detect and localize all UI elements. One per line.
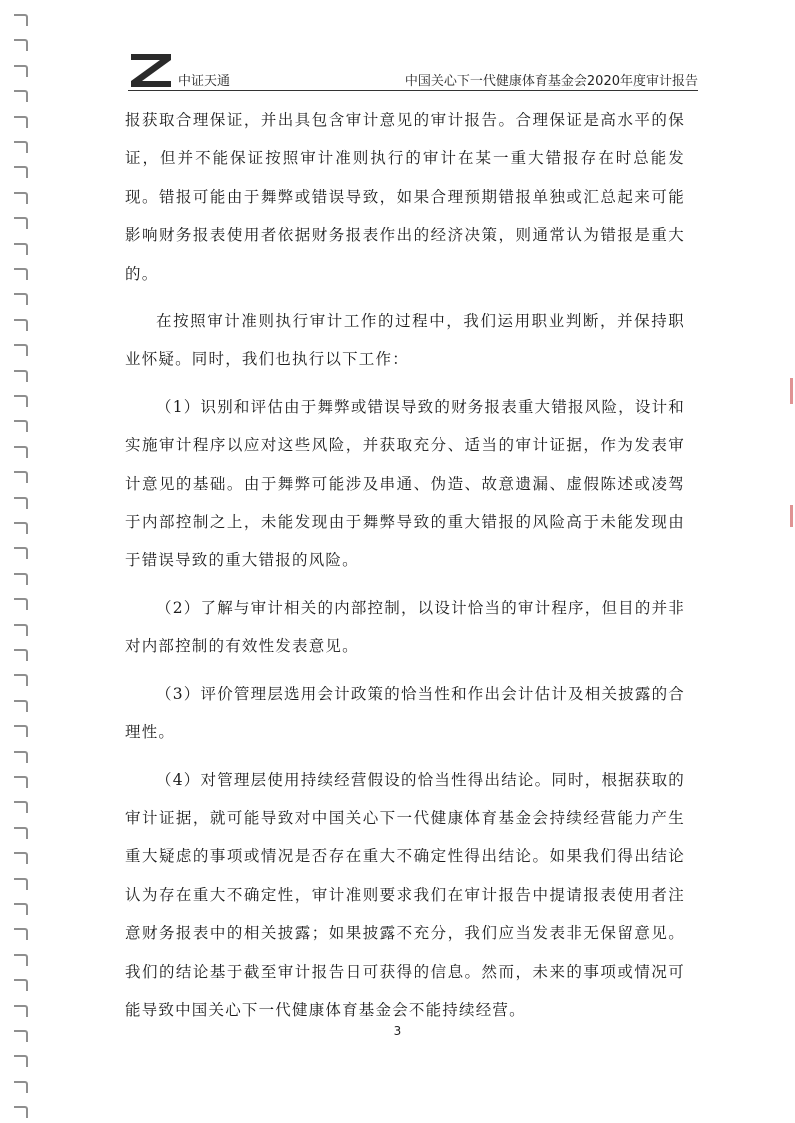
edge-stain [790, 505, 793, 527]
binding-hole-mark [14, 243, 28, 255]
binding-hole-mark [14, 1081, 28, 1093]
binding-hole-mark [14, 497, 28, 509]
brand-name: 中证天通 [178, 74, 231, 89]
binding-hole-mark [14, 928, 28, 940]
binding-hole-mark [14, 1005, 28, 1017]
binding-hole-mark [14, 370, 28, 382]
binding-hole-mark [14, 1106, 28, 1118]
paragraph-item-3: （3）评价管理层选用会计政策的恰当性和作出会计估计及相关披露的合理性。 [125, 684, 685, 742]
binding-hole-mark [14, 446, 28, 458]
binding-hole-mark [14, 116, 28, 128]
binding-hole-mark [14, 39, 28, 51]
binding-hole-mark [14, 166, 28, 178]
binding-hole-mark [14, 268, 28, 280]
paragraph-item-1: （1）识别和评估由于舞弊或错误导致的财务报表重大错报风险，设计和实施审计程序以应对这些风险，并获取充分、适当的审计证据，作为发表审计意见的基础。由于舞弊可能涉及串通、伪造、故意遗漏、虚假陈述或凌驾于内部控制之上，未能发现由于舞弊导致的重大错报的风险高于未能发现由于错误导致的重大错报的风险。 [125, 397, 685, 570]
paragraph-item-4: （4）对管理层使用持续经营假设的恰当性得出结论。同时，根据获取的审计证据，就可能导致对中国关心下一代健康体育基金会持续经营能力产生重大疑虑的事项或情况是否存在重大不确定性得出结论。如果我们得出结论认为存在重大不确定性，审计准则要求我们在审计报告中提请报表使用者注意财务报表中的相关披露；如果披露不充分，我们应当发表非无保留意见。我们的结论基于截至审计报告日可获得的信息。然而，未来的事项或情况可能导致中国关心下一代健康体育基金会不能持续经营。 [125, 770, 685, 1019]
binding-holes [0, 0, 40, 1123]
binding-hole-mark [14, 65, 28, 77]
binding-hole-mark [14, 90, 28, 102]
binding-hole-mark [14, 395, 28, 407]
binding-hole-mark [14, 903, 28, 915]
zhongzheng-tiantong-logo-icon [128, 52, 174, 88]
binding-hole-mark [14, 674, 28, 686]
binding-hole-mark [14, 979, 28, 991]
edge-stain [790, 378, 793, 404]
paragraph-item-2: （2）了解与审计相关的内部控制，以设计恰当的审计程序，但目的并非对内部控制的有效性发表意见。 [125, 598, 685, 656]
binding-hole-mark [14, 852, 28, 864]
binding-hole-mark [14, 598, 28, 610]
paragraph-continued: 报获取合理保证，并出具包含审计意见的审计报告。合理保证是高水平的保证，但并不能保证按照审计准则执行的审计在某一重大错报存在时总能发现。错报可能由于舞弊或错误导致，如果合理预期错报单独或汇总起来可能影响财务报表使用者依据财务报表作出的经济决策，则通常认为错报是重大的。 [125, 111, 685, 283]
binding-hole-mark [14, 827, 28, 839]
binding-hole-mark [14, 1055, 28, 1067]
binding-hole-mark [14, 471, 28, 483]
document-body [125, 101, 685, 1038]
binding-hole-mark [14, 801, 28, 813]
binding-hole-mark [14, 751, 28, 763]
binding-hole-mark [14, 319, 28, 331]
binding-hole-mark [14, 725, 28, 737]
binding-hole-mark [14, 217, 28, 229]
report-title: 中国关心下一代健康体育基金会2020年度审计报告 [404, 74, 698, 89]
binding-hole-mark [14, 420, 28, 432]
binding-hole-mark [14, 649, 28, 661]
binding-hole-mark [14, 776, 28, 788]
binding-hole-mark [14, 878, 28, 890]
binding-hole-mark [14, 141, 28, 153]
binding-hole-mark [14, 954, 28, 966]
binding-hole-mark [14, 700, 28, 712]
header-divider [128, 90, 698, 91]
binding-hole-mark [14, 547, 28, 559]
binding-hole-mark [14, 192, 28, 204]
paragraph-procedures-intro: 在按照审计准则执行审计工作的过程中，我们运用职业判断，并保持职业怀疑。同时，我们也执行以下工作： [125, 312, 685, 369]
page-number: 3 [393, 1024, 402, 1038]
binding-hole-mark [14, 344, 28, 356]
binding-hole-mark [14, 573, 28, 585]
binding-hole-mark [14, 624, 28, 636]
page-header [128, 52, 698, 92]
binding-hole-mark [14, 14, 28, 26]
binding-hole-mark [14, 522, 28, 534]
binding-hole-mark [14, 293, 28, 305]
